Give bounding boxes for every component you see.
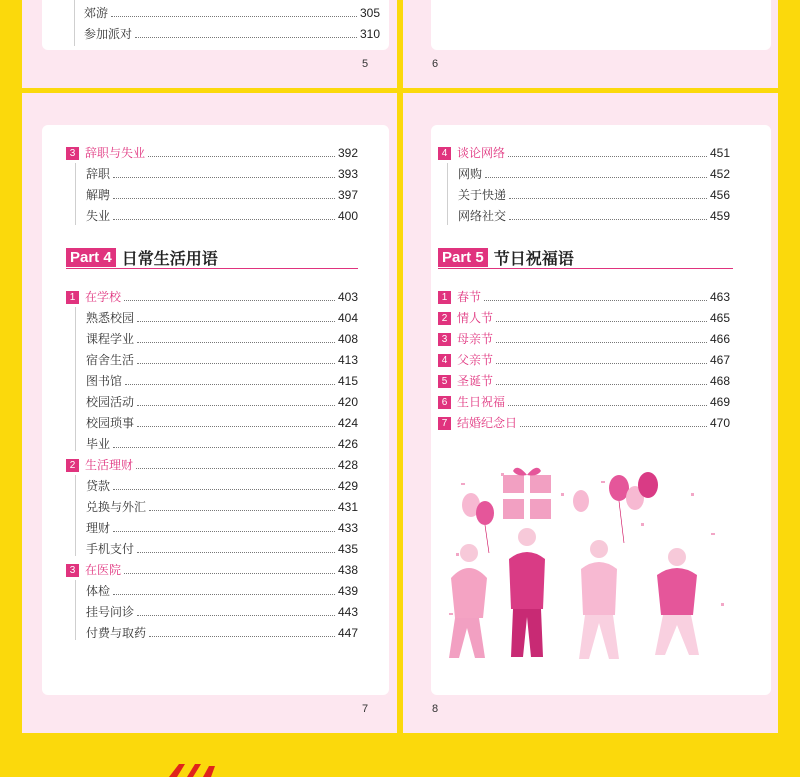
toc-entry[interactable]: 毕业 426	[86, 437, 358, 451]
toc-entry[interactable]: 网络社交 459	[458, 209, 730, 223]
toc-section[interactable]: 7 结婚纪念日 470	[438, 410, 730, 430]
toc-entry[interactable]: 体检 439	[86, 584, 358, 598]
celebration-people-icon	[441, 463, 736, 673]
section-badge: 3	[66, 564, 79, 577]
section-badge: 3	[66, 147, 79, 160]
toc-section[interactable]: 3 辞职与失业 392	[66, 140, 358, 160]
section-badge: 2	[438, 312, 451, 325]
toc-entry[interactable]: 郊游 305	[84, 6, 380, 20]
toc-entry[interactable]: 辞职 393	[86, 167, 358, 181]
toc-section[interactable]: 4 谈论网络 451	[438, 140, 730, 160]
toc-entry[interactable]: 贷款 429	[86, 479, 358, 493]
toc-entry[interactable]: 图书馆 415	[86, 374, 358, 388]
toc-entry[interactable]: 校园琐事 424	[86, 416, 358, 430]
toc-entry[interactable]: 失业 400	[86, 209, 358, 223]
left-page	[22, 93, 397, 733]
toc-section[interactable]: 1 春节 463	[438, 284, 730, 304]
toc-entry[interactable]: 熟悉校园 404	[86, 311, 358, 325]
right-page	[403, 93, 778, 733]
toc-entry[interactable]: 宿舍生活 413	[86, 353, 358, 367]
section-badge: 1	[438, 291, 451, 304]
toc-entry[interactable]: 网购 452	[458, 167, 730, 181]
section-badge: 3	[438, 333, 451, 346]
toc-entry[interactable]: 手机支付 435	[86, 542, 358, 556]
toc-entry[interactable]: 解聘 397	[86, 188, 358, 202]
toc-section[interactable]: 4 父亲节 467	[438, 347, 730, 367]
toc-entry[interactable]: 理财 433	[86, 521, 358, 535]
section-badge: 4	[438, 354, 451, 367]
part-5-heading: Part 5 节日祝福语	[438, 246, 574, 268]
toc-entry[interactable]: 付费与取药 447	[86, 626, 358, 640]
logo-icon	[165, 762, 217, 777]
toc-section[interactable]: 6 生日祝福 469	[438, 389, 730, 409]
page-content	[431, 0, 771, 50]
toc-section[interactable]: 2 情人节 465	[438, 305, 730, 325]
toc-entry[interactable]: 参加派对 310	[84, 27, 380, 41]
page-number: 5	[362, 58, 369, 70]
page-number: 6	[432, 58, 439, 70]
section-badge: 1	[66, 291, 79, 304]
section-badge: 7	[438, 417, 451, 430]
section-badge: 6	[438, 396, 451, 409]
part-4-heading: Part 4 日常生活用语	[66, 246, 218, 268]
toc-section[interactable]: 5 圣诞节 468	[438, 368, 730, 388]
toc-entry[interactable]: 兑换与外汇 431	[86, 500, 358, 514]
toc-entry[interactable]: 校园活动 420	[86, 395, 358, 409]
toc-section[interactable]: 1 在学校 403	[66, 284, 358, 304]
page-number: 8	[432, 703, 439, 715]
toc-section[interactable]: 2 生活理财 428	[66, 452, 358, 472]
toc-entry[interactable]: 挂号问诊 443	[86, 605, 358, 619]
section-badge: 2	[66, 459, 79, 472]
toc-section[interactable]: 3 在医院 438	[66, 557, 358, 577]
toc-entry[interactable]: 关于快递 456	[458, 188, 730, 202]
section-badge: 4	[438, 147, 451, 160]
top-left-page	[22, 0, 397, 88]
top-right-page	[403, 0, 778, 88]
page-number: 7	[362, 703, 369, 715]
section-badge: 5	[438, 375, 451, 388]
toc-entry[interactable]: 课程学业 408	[86, 332, 358, 346]
toc-section[interactable]: 3 母亲节 466	[438, 326, 730, 346]
